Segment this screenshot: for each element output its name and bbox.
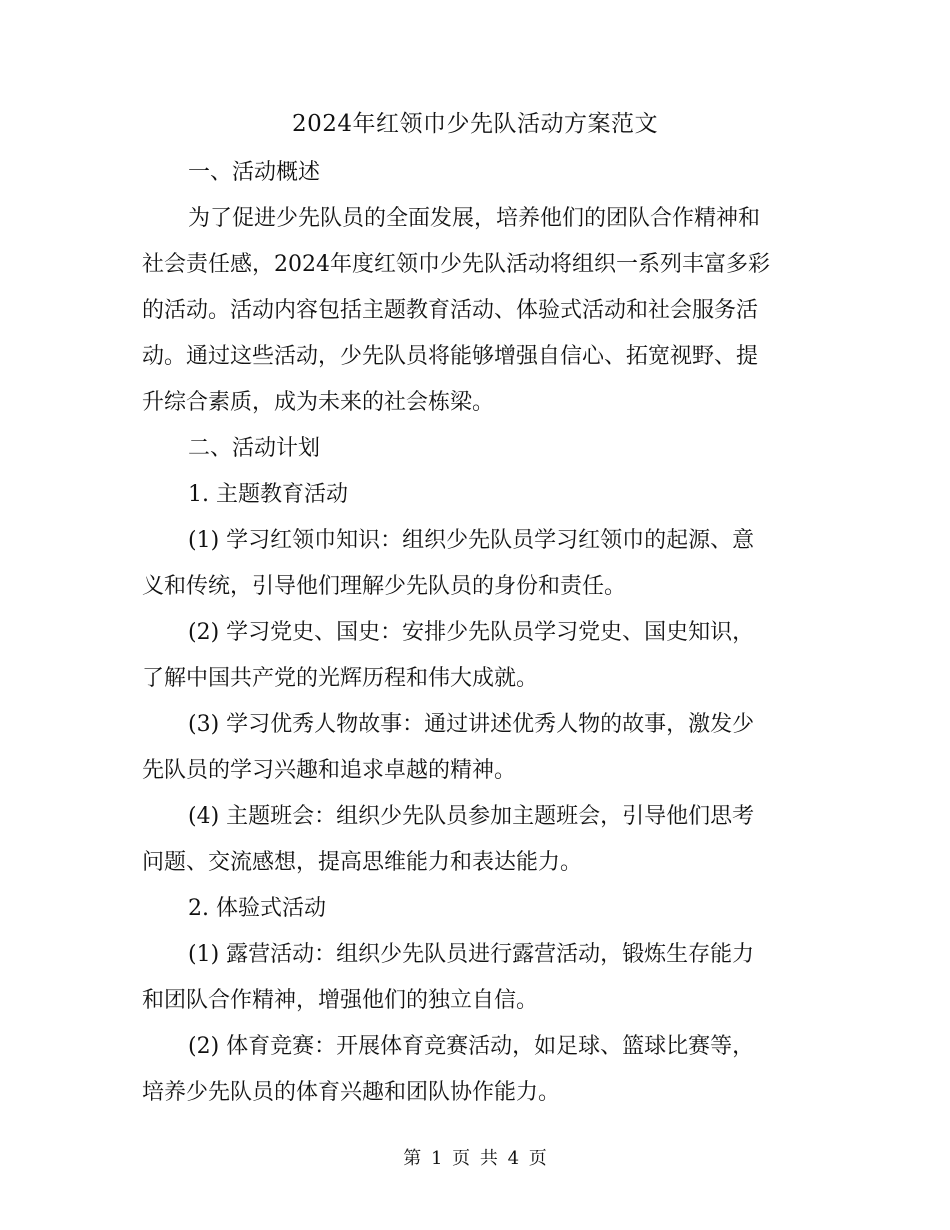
list-item-line: (1) 学习红领巾知识：组织少先队员学习红领巾的起源、意 (188, 528, 755, 553)
list-item-line: 先队员的学习兴趣和追求卓越的精神。 (142, 758, 517, 783)
paragraph-line: 的活动。活动内容包括主题教育活动、体验式活动和社会服务活 (142, 298, 759, 323)
list-item-line: 了解中国共产党的光辉历程和伟大成就。 (142, 666, 539, 691)
list-item-line: 义和传统，引导他们理解少先队员的身份和责任。 (142, 574, 627, 599)
document-title: 2024年红领巾少先队活动方案范文 (291, 111, 659, 137)
list-item-line: 和团队合作精神，增强他们的独立自信。 (142, 988, 539, 1013)
list-item-line: 问题、交流感想，提高思维能力和表达能力。 (142, 850, 583, 875)
section-heading: 一、活动概述 (188, 160, 321, 185)
subsection-heading: 2. 体验式活动 (188, 896, 326, 921)
paragraph-line: 为了促进少先队员的全面发展，培养他们的团队合作精神和 (188, 206, 761, 231)
page-footer: 第 1 页 共 4 页 (403, 1148, 547, 1169)
subsection-heading: 1. 主题教育活动 (188, 482, 348, 507)
list-item-line: 培养少先队员的体育兴趣和团队协作能力。 (142, 1080, 561, 1105)
paragraph-line: 社会责任感，2024年度红领巾少先队活动将组织一系列丰富多彩 (142, 252, 770, 277)
paragraph-line: 动。通过这些活动，少先队员将能够增强自信心、拓宽视野、提 (142, 344, 759, 369)
list-item-line: (1) 露营活动：组织少先队员进行露营活动，锻炼生存能力 (188, 942, 755, 967)
paragraph-line: 升综合素质，成为未来的社会栋梁。 (142, 390, 495, 415)
list-item-line: (3) 学习优秀人物故事：通过讲述优秀人物的故事，激发少 (188, 712, 755, 737)
section-heading: 二、活动计划 (188, 436, 321, 461)
list-item-line: (2) 体育竞赛：开展体育竞赛活动，如足球、篮球比赛等， (188, 1034, 755, 1059)
list-item-line: (4) 主题班会：组织少先队员参加主题班会，引导他们思考 (188, 804, 755, 829)
list-item-line: (2) 学习党史、国史：安排少先队员学习党史、国史知识， (188, 620, 755, 645)
document-body (142, 150, 810, 1116)
